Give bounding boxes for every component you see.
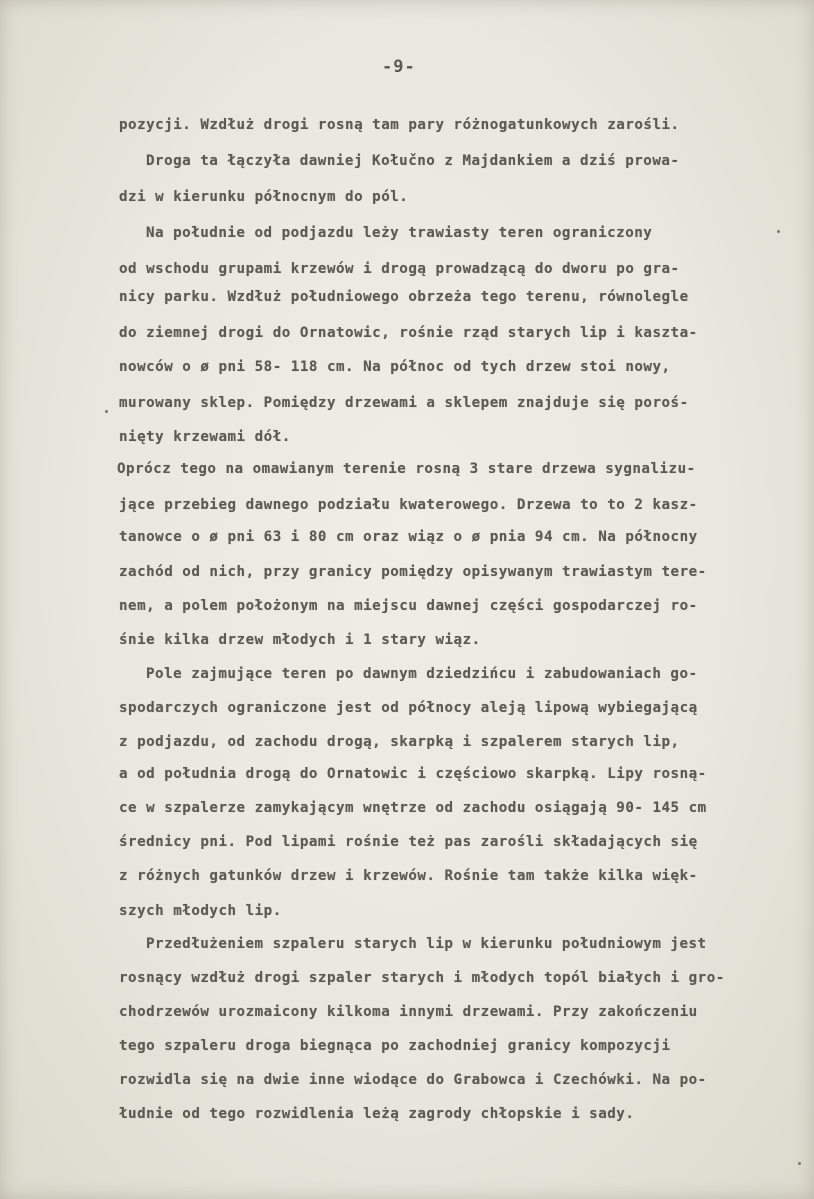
text-line: ce w szpalerze zamykającym wnętrze od zachodu osiągają 90- 145 cm (119, 800, 707, 816)
text-line: rosnący wzdłuż drogi szpaler starych i młodych topól białych i gro- (119, 970, 725, 986)
text-line: pozycji. Wzdłuż drogi rosną tam pary różnogatunkowych zarośli. (119, 117, 680, 133)
paper-speck (105, 410, 108, 413)
text-line: nicy parku. Wzdłuż południowego obrzeża tego terenu, równolegle (119, 289, 689, 305)
text-line: Droga ta łączyła dawniej Kołučno z Majdankiem a dziś prowa- (146, 153, 680, 169)
text-line: średnicy pni. Pod lipami rośnie też pas zarośli składających się (119, 834, 698, 850)
text-line: rozwidla się na dwie inne wiodące do Grabowca i Czechówki. Na po- (119, 1072, 707, 1088)
paper-speck (777, 230, 780, 233)
text-line: nem, a polem położonym na miejscu dawnej części gospodarczej ro- (119, 598, 698, 614)
text-line: Pole zajmujące teren po dawnym dziedzińcu i zabudowaniach go- (146, 666, 698, 682)
text-line: do ziemnej drogi do Ornatowic, rośnie rząd starych lip i kaszta- (119, 325, 698, 341)
text-line: Przedłużeniem szpaleru starych lip w kierunku południowym jest (146, 936, 707, 952)
text-line: szych młodych lip. (119, 903, 282, 919)
paper-speck (798, 1162, 801, 1165)
text-line: spodarczych ograniczone jest od północy aleją lipową wybiegającą (119, 700, 698, 716)
text-line: śnie kilka drzew młodych i 1 stary wiąz. (119, 632, 481, 648)
text-line: jące przebieg dawnego podziału kwaterowego. Drzewa to to 2 kasz- (119, 497, 698, 513)
text-line: a od południa drogą do Ornatowic i częściowo skarpką. Lipy rosną- (119, 766, 707, 782)
text-line: łudnie od tego rozwidlenia leżą zagrody chłopskie i sady. (119, 1106, 635, 1122)
text-line: Na południe od podjazdu leży trawiasty teren ograniczony (146, 225, 653, 241)
text-line: Oprócz tego na omawianym terenie rosną 3 stare drzewa sygnalizu- (117, 461, 696, 477)
text-line: murowany sklep. Pomiędzy drzewami a sklepem znajduje się poroś- (119, 395, 689, 411)
text-line: od wschodu grupami krzewów i drogą prowadzącą do dworu po gra- (119, 261, 680, 277)
text-line: nowców o ø pni 58- 118 cm. Na północ od tych drzew stoi nowy, (119, 359, 671, 375)
text-line: tanowce o ø pni 63 i 80 cm oraz wiąz o ø pnia 94 cm. Na północny (119, 529, 698, 545)
text-line: dzi w kierunku północnym do pól. (119, 189, 409, 205)
text-line: z różnych gatunków drzew i krzewów. Rośnie tam także kilka więk- (119, 868, 698, 884)
page-number: -9- (382, 57, 416, 77)
text-line: chodrzewów urozmaicony kilkoma innymi drzewami. Przy zakończeniu (119, 1004, 698, 1020)
text-line: nięty krzewami dół. (119, 429, 291, 445)
text-line: zachód od nich, przy granicy pomiędzy opisywanym trawiastym tere- (119, 564, 707, 580)
text-line: z podjazdu, od zachodu drogą, skarpką i szpalerem starych lip, (119, 734, 680, 750)
text-line: tego szpaleru droga biegnąca po zachodniej granicy kompozycji (119, 1038, 671, 1054)
